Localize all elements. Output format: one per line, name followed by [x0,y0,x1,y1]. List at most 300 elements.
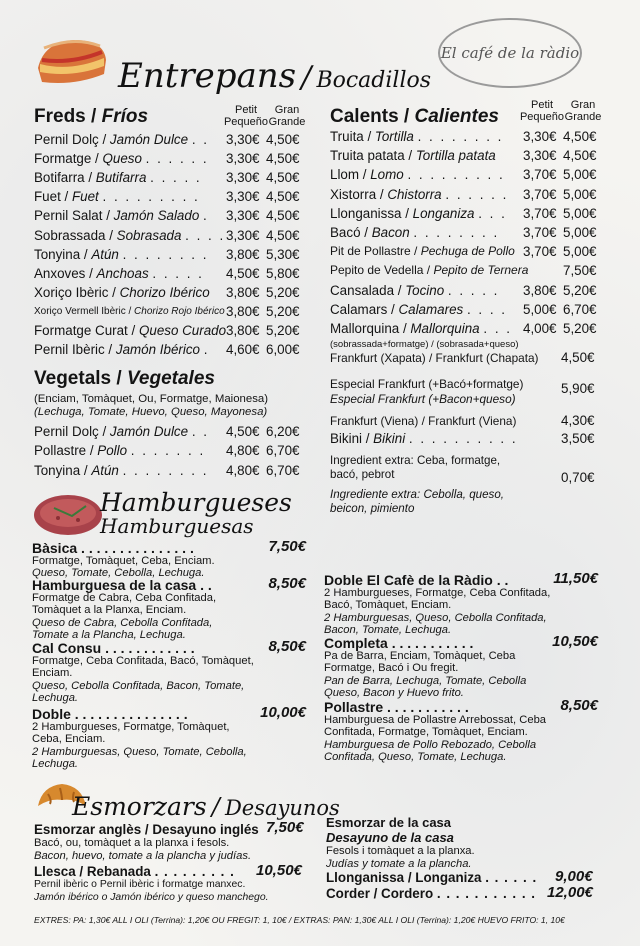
item-name-es: Jamón Ibérico [115,342,200,358]
menu-item-row [34,149,314,168]
calents-heading-ca: Calents [330,106,399,127]
llonganissa-name: Llonganissa / Longaniza [326,870,482,885]
esmorzars-title-es: Desayunos [224,796,340,820]
item-name-ca: Truita [330,129,364,144]
burger-price: 8,50€ [268,638,306,655]
item-name-ca: Bacó [330,225,361,240]
item-name-es: Longaniza [412,205,475,221]
price-large: 4,50€ [266,208,300,224]
menu-item-name: Pernil Dolç / Jamón Dulce . . [34,424,209,439]
menu-item-row [330,242,610,261]
item-dots: . . . . . [150,170,202,186]
price-large: 4,50€ [266,170,300,186]
price-small: 3,80€ [226,246,260,262]
item-name-es: Atún [91,462,119,478]
menu-item-row [330,204,610,223]
bikini-price: 3,50€ [561,431,595,446]
burger-desc-es: Lechuga. [32,758,79,771]
item-name-es: Chistorra [387,186,442,202]
burger-desc-es: Pan de Barra, Lechuga, Tomate, Cebolla [324,674,527,687]
especial-frankfurt-es: Especial Frankfurt (+Bacon+queso) [330,392,516,406]
item-name-ca: Botifarra [34,170,85,186]
menu-item-row [330,319,610,338]
menu-item-name: Pollastre / Pollo . . . . . . . [34,443,206,459]
item-dots: . . . [478,205,507,221]
item-dots: . . . . . . . . [413,225,500,240]
price-large: 5,80€ [266,265,300,281]
item-dots: . [203,208,209,224]
corder-dots: . . . . . . . . . . . [436,886,537,901]
item-name-es: Queso Curado [138,323,227,338]
menu-item-name: Tonyina / Atún . . . . . . . . [34,462,209,478]
menu-item-row [330,281,610,300]
sandwich-icon [34,34,110,94]
llesca-dots: . . . . . . . . . [154,864,235,879]
menu-item-name: Pepito de Vedella / Pepito de Ternera [330,263,529,278]
item-name-es: Chorizo Ibérico [119,284,210,300]
freds-heading [34,106,148,128]
price-large: 5,00€ [563,167,597,183]
price-small: 3,70€ [523,205,557,221]
item-dots: . . . . . . . . [122,462,209,478]
item-name-ca: Calamars [330,301,388,317]
vegetals-heading-sep: / [116,368,122,389]
item-name-ca: Xoriço Ibèric [34,284,109,300]
burger-name-text: Pollastre [324,699,384,715]
price-large: 5,00€ [563,186,597,202]
price-large: 6,70€ [266,462,300,478]
burger-name-text: Hamburguesa de la casa [32,577,197,593]
item-name-ca: Pernil Salat [34,208,103,224]
item-dots: . . . . . . . . . [102,189,200,205]
menu-item-name: Llom / Lomo . . . . . . . . . [330,167,505,183]
burger-desc-ca: Confitada, Formatge, Tomàquet, Enciam. [324,726,528,739]
price-small: 3,80€ [226,303,260,319]
frankfurt-viena: Frankfurt (Viena) / Frankfurt (Viena) [330,414,517,428]
item-name-ca: Pernil Dolç [34,132,99,147]
corder-price: 12,00€ [547,884,593,901]
burger-desc-ca: Enciam. [32,667,73,680]
vegetals-note-es: (Lechuga, Tomate, Huevo, Queso, Mayonesa) [34,406,268,418]
price-small: 4,80€ [226,462,260,478]
item-dots: . [203,342,210,358]
item-dots: . . . . . . [445,186,509,202]
item-name-ca: Xistorra [330,186,377,202]
item-name-ca: Pit de Pollastre [330,244,411,259]
item-name-ca: Formatge Curat [34,323,128,338]
col-small-es: Pequeño [223,116,269,128]
burger-dots: . . . . . . . . . . . . [105,640,195,656]
burger-dots: . . [496,572,509,588]
burger-price: 11,50€ [553,570,598,587]
item-name-es: Chorizo Rojo Ibérico [134,305,225,317]
price-small: 4,80€ [226,443,260,459]
item-name-es: Jamón Salado [113,208,200,224]
burger-name [324,635,473,651]
esmorzar-casa-heading-ca: Esmorzar de la casa [326,815,452,830]
burger-name-text: Doble [32,706,71,722]
menu-item-name: Cansalada / Tocino . . . . . [330,282,500,298]
price-large: 5,20€ [266,323,300,338]
price-large: 5,20€ [563,321,597,336]
extra-es-line2: beicon, pimiento [330,502,415,515]
menu-item-row [34,441,314,460]
item-dots: . . . . . . . [130,443,206,459]
burger-desc-es: Queso de Cabra, Cebolla Confitada, [32,616,213,629]
item-name-es: Jamón Dulce [109,132,189,147]
item-name-ca: Pernil Dolç [34,424,99,439]
menu-item-row [34,245,314,264]
freds-heading-es: Fríos [101,106,149,127]
item-name-ca: Formatge [34,151,92,167]
menu-item-row [330,127,610,146]
item-name-ca: Xoriço Vermell Ibèric [34,305,126,317]
item-name-ca: Pollastre [34,443,87,459]
price-small: 3,70€ [523,244,557,260]
burger-desc-ca: Pa de Barra, Enciam, Tomàquet, Ceba [324,650,516,662]
entrepans-title [118,56,431,96]
item-dots: . . . [483,321,512,336]
price-large: 5,00€ [563,225,597,240]
calents-heading-sep: / [403,106,410,127]
extra-es-line1: Ingrediente extra: Cebolla, queso, [330,488,505,501]
burger-icon [32,492,104,538]
burger-name [32,640,195,656]
price-large: 4,50€ [266,132,300,147]
menu-item-row [34,130,314,149]
menu-item-name: Sobrassada / Sobrasada . . . . [34,227,226,243]
esmorzar-angles-price: 7,50€ [266,819,304,836]
item-name-es: Tocino [405,282,445,298]
freds-list [34,130,314,360]
menu-item-row [330,165,610,184]
menu-item-row [330,146,610,165]
col-small-es: Pequeño [519,111,565,123]
burger-dots: . . [200,577,212,593]
extres-footer: EXTRES: PA: 1,30€ ALL I OLI (Terrina): 1,20€ OU FREGIT: 1, 10€ / EXTRAS: PAN: 1,30€ ALL I OLI (Terrina): 1,20€ HUEVO FRITO: 1, 10€ [34,915,565,925]
burger-name [32,540,194,556]
burger-name-text: Doble El Cafè de la Ràdio [324,572,493,588]
col-small-ca: Petit [530,99,553,111]
item-name-es: Butifarra [95,170,147,186]
llesca-desc-ca: Pernil ibèric o Pernil ibèric i formatge manxec. [34,879,246,890]
esmorzars-title [72,792,340,821]
item-name-es: Jamón Dulce [109,424,189,439]
burger-name-text: Completa [324,635,388,651]
menu-item-name: Pernil Dolç / Jamón Dulce . . [34,132,209,147]
item-name-es: Fuet [71,189,99,205]
burger-name [32,706,188,722]
menu-item-row [34,264,314,283]
llesca-row [34,864,235,879]
price-small: 5,00€ [523,301,557,317]
burger-desc-ca: Hamburguesa de Pollastre Arrebossat, Ceba [324,714,547,726]
price-small: 3,80€ [523,282,557,298]
burger-desc-es: Lechuga. [32,692,79,705]
menu-item-name: Xistorra / Chistorra . . . . . . [330,186,509,202]
price-large: 4,50€ [563,148,597,164]
burgers-right [324,572,606,772]
menu-item-row [330,223,610,242]
price-small: 3,30€ [226,208,260,224]
freds-heading-ca: Freds [34,106,86,127]
item-dots: . . . . [466,301,507,317]
item-name-ca: Cansalada [330,282,395,298]
menu-item-name: Tonyina / Atún . . . . . . . . [34,246,209,262]
burger-desc-es: Queso, Cebolla Confitada, Bacon, Tomate, [32,679,245,692]
item-dots: . . . . . [152,265,204,281]
price-large: 5,20€ [266,284,300,300]
calents-heading [330,106,499,128]
vegetals-heading-ca: Vegetals [34,368,112,389]
menu-item-name: Formatge / Queso . . . . . . [34,151,209,167]
price-small: 4,60€ [226,342,260,358]
menu-item-row [330,261,610,280]
menu-item-name: Llonganissa / Longaniza . . . [330,205,507,221]
esmorzar-casa-desc-ca: Fesols i tomàquet a la planxa. [326,845,475,857]
esmorzars-title-slash: / [211,793,220,821]
bikini-ca: Bikini [330,431,362,446]
bikini-es: Bikini [373,431,406,446]
item-name-ca: Tonyina [34,462,81,478]
burger-desc-es: Bacon, Tomate, Lechuga. [324,624,452,637]
esmorzar-angles-name: Esmorzar anglès / Desayuno inglés [34,822,259,837]
menu-item-name: Botifarra / Butifarra . . . . . [34,170,202,186]
burger-dots: . . . . . . . . . . . . . . . [74,706,188,722]
bikini-dots: . . . . . . . . . . [408,431,518,446]
menu-item-name: Pernil Salat / Jamón Salado . [34,208,209,224]
item-name-es: Tortilla patata [415,148,496,164]
menu-item-name: Anxoves / Anchoas . . . . . [34,265,204,281]
item-name-ca: Anxoves [34,265,86,281]
frankfurt-xapata: Frankfurt (Xapata) / Frankfurt (Chapata) [330,351,539,365]
col-large-ca: Gran [570,99,596,111]
item-name-ca: Llom [330,167,360,183]
price-small: 3,70€ [523,167,557,183]
price-large: 4,50€ [266,227,300,243]
item-name-es: Pepito de Ternera [433,263,529,278]
price-small: 3,80€ [226,284,260,300]
burger-desc-ca: Tomàquet a la Planxa, Enciam. [32,604,187,617]
item-dots: . . [191,132,209,147]
extra-ca-line2: bacó, pebrot [330,468,395,481]
burger-price: 10,50€ [552,633,598,650]
corder-row [326,886,536,901]
burger-desc-ca: Formatge, Bacó i Ou fregit. [324,662,459,675]
item-name-es: Tortilla [374,129,414,144]
item-name-ca: Mallorquina [330,321,400,336]
esmorzar-casa-heading-es: Desayuno de la casa [326,830,454,845]
menu-item-name: Xoriço Vermell Ibèric / Chorizo Rojo Ibérico [34,305,225,317]
menu-item-name: Pit de Pollastre / Pechuga de Pollo [330,244,515,259]
col-large-es: Grande [564,111,602,123]
menu-item-row [34,340,314,359]
menu-item-row [330,185,610,204]
burger-desc-es: 2 Hamburguesas, Queso, Cebolla Confitada, [324,611,547,624]
burger-name [324,699,469,715]
item-name-es: Pechuga de Pollo [420,244,515,259]
menu-item-row [34,302,314,321]
burger-desc-ca: Formatge de Cabra, Ceba Confitada, [32,592,217,604]
especial-frankfurt-ca: Especial Frankfurt (+Bacó+formatge) [330,377,524,391]
item-name-es: Anchoas [96,265,149,281]
item-name-ca: Tonyina [34,246,81,262]
menu-item-name: Truita patata / Tortilla patata [330,148,496,164]
burger-desc-es: Queso, Bacon y Huevo frito. [324,687,464,700]
llesca-desc-es: Jamón ibérico o Jamón ibérico y queso manchego. [34,892,269,903]
calents-col-small [518,99,566,123]
price-large: 5,30€ [266,246,300,262]
menu-item-row [34,168,314,187]
hamburgueses-title-ca: Hamburgueses [100,488,292,517]
burger-desc-ca: Ceba, Enciam. [32,733,106,746]
burger-desc-ca: Formatge, Tomàquet, Ceba, Enciam. [32,555,215,567]
llonganissa-row [326,870,537,885]
item-name-es: Bacon [371,225,410,240]
mallorquina-note: (sobrassada+formatge) / (sobrasada+queso) [330,339,519,350]
frankfurt-viena-price: 4,30€ [561,413,595,428]
item-name-ca: Fuet [34,189,61,205]
col-large-ca: Gran [274,104,300,116]
burger-price: 7,50€ [268,538,306,555]
item-name-ca: Pepito de Vedella [330,263,424,278]
extra-price: 0,70€ [561,470,595,485]
item-dots: . . . . . [447,282,500,298]
menu-item-name: Formatge Curat / Queso Curado [34,323,227,338]
burger-price: 10,00€ [260,704,306,721]
item-name-es: Mallorquina [410,321,480,336]
price-large: 5,00€ [563,205,597,221]
price-small: 3,30€ [523,148,557,164]
price-small: 3,30€ [226,151,260,167]
item-name-es: Pollo [97,443,128,459]
burger-desc-es: Tomate a la Plancha, Lechuga. [32,629,186,642]
price-small: 3,30€ [226,189,260,205]
price-small: 3,30€ [226,132,260,147]
price-large: 5,20€ [266,303,300,319]
burger-desc-es: Hamburguesa de Pollo Rebozado, Cebolla [324,738,537,751]
esmorzar-angles-desc-es: Bacon, huevo, tomate a la plancha y judías. [34,850,252,862]
item-name-ca: Llonganissa [330,205,402,221]
menu-item-name: Bacó / Bacon . . . . . . . . [330,225,500,240]
item-dots: . . . . . . . . [417,129,504,144]
llonganissa-dots: . . . . . . [485,870,538,885]
burgers-left [32,540,314,780]
burger-price: 8,50€ [268,575,306,592]
bikini-row: Bikini / Bikini . . . . . . . . . . [330,431,518,446]
title-slash: / [301,60,312,95]
esmorzar-angles-desc-ca: Bacó, ou, tomàquet a la planxa i fesols. [34,837,230,849]
item-dots: . . . . . . [145,151,209,167]
freds-col-small [222,104,270,128]
calents-list [330,127,610,342]
corder-name: Corder / Cordero [326,886,434,901]
price-small: 3,30€ [226,227,260,243]
item-name-es: Calamares [398,301,464,317]
llonganissa-price: 9,00€ [555,868,593,885]
burger-name-text: Cal Consu [32,640,102,656]
item-name-ca: Pernil Ibèric [34,342,105,358]
price-small: 3,70€ [523,225,557,240]
price-large: 5,00€ [563,244,597,260]
item-name-es: Lomo [370,167,404,183]
price-small: 4,50€ [226,424,260,439]
burger-desc-es: Queso, Tomate, Cebolla, Lechuga. [32,567,205,580]
price-small: 3,30€ [226,170,260,186]
price-large: 4,50€ [266,189,300,205]
menu-item-row [34,187,314,206]
menu-item-row [34,461,314,480]
burger-name [32,577,212,593]
burger-name [324,572,508,588]
burger-dots: . . . . . . . . . . . [387,699,469,715]
burger-desc-ca: 2 Hamburgueses, Formatge, Tomàquet, [32,721,230,733]
burger-dots: . . . . . . . . . . . . . . . [81,540,194,556]
calents-heading-es: Calientes [414,106,499,127]
burger-desc-ca: Formatge, Ceba Confitada, Bacó, Tomàquet, [32,655,254,667]
price-small: 4,00€ [523,321,557,336]
price-large: 4,50€ [266,151,300,167]
extra-es [330,488,504,516]
price-large: 7,50€ [563,263,597,279]
burger-desc-es: Confitada, Queso, Tomate, Lechuga. [324,751,507,764]
llesca-price: 10,50€ [256,862,302,879]
menu-item-name: Pernil Ibèric / Jamón Ibérico . [34,342,210,358]
menu-item-row [34,226,314,245]
item-dots: . . . . . . . . . [407,167,505,183]
price-small: 3,80€ [226,323,260,338]
price-large: 6,00€ [266,342,300,358]
especial-frankfurt-price: 5,90€ [561,381,595,396]
esmorzars-title-ca: Esmorzars [72,792,207,821]
vegetals-list [34,422,314,482]
burger-dots: . . . . . . . . . . . [391,635,474,651]
extra-ca-line1: Ingredient extra: Ceba, formatge, [330,454,501,467]
freds-heading-sep: / [91,106,97,127]
price-large: 4,50€ [563,129,597,144]
col-large-es: Grande [268,116,306,128]
price-small: 3,70€ [523,186,557,202]
menu-item-name: Truita / Tortilla . . . . . . . . [330,129,504,144]
burger-desc-ca: Bacó, Tomàquet, Enciam. [324,599,452,612]
frankfurt-xapata-price: 4,50€ [561,350,595,365]
menu-item-name: Calamars / Calamares . . . . [330,301,507,317]
menu-item-row [34,283,314,302]
hamburgueses-title-es: Hamburguesas [100,514,254,538]
menu-item-name: Xoriço Ibèric / Chorizo Ibérico [34,284,210,300]
menu-item-name: Fuet / Fuet . . . . . . . . . [34,189,200,205]
menu-item-row [34,422,314,441]
vegetals-heading [34,368,215,390]
item-name-es: Atún [91,246,119,262]
vegetals-heading-es: Vegetales [126,368,215,389]
menu-item-name: Mallorquina / Mallorquina . . . [330,321,512,336]
item-name-es: Queso [102,151,142,167]
col-small-ca: Petit [234,104,257,116]
extra-ca [330,454,500,482]
entrepans-title-ca: Entrepans [118,56,297,96]
price-small: 4,50€ [226,265,260,281]
item-name-ca: Sobrassada [34,227,106,243]
menu-item-row [330,300,610,319]
price-large: 5,20€ [563,282,597,298]
burger-desc-es: 2 Hamburguesas, Queso, Tomate, Cebolla, [32,745,247,758]
burger-desc-ca: 2 Hamburgueses, Formatge, Ceba Confitada, [324,587,551,599]
price-large: 6,70€ [563,301,597,317]
burger-price: 8,50€ [560,697,598,714]
burger-name-text: Bàsica [32,540,78,556]
llesca-name: Llesca / Rebanada [34,864,151,879]
